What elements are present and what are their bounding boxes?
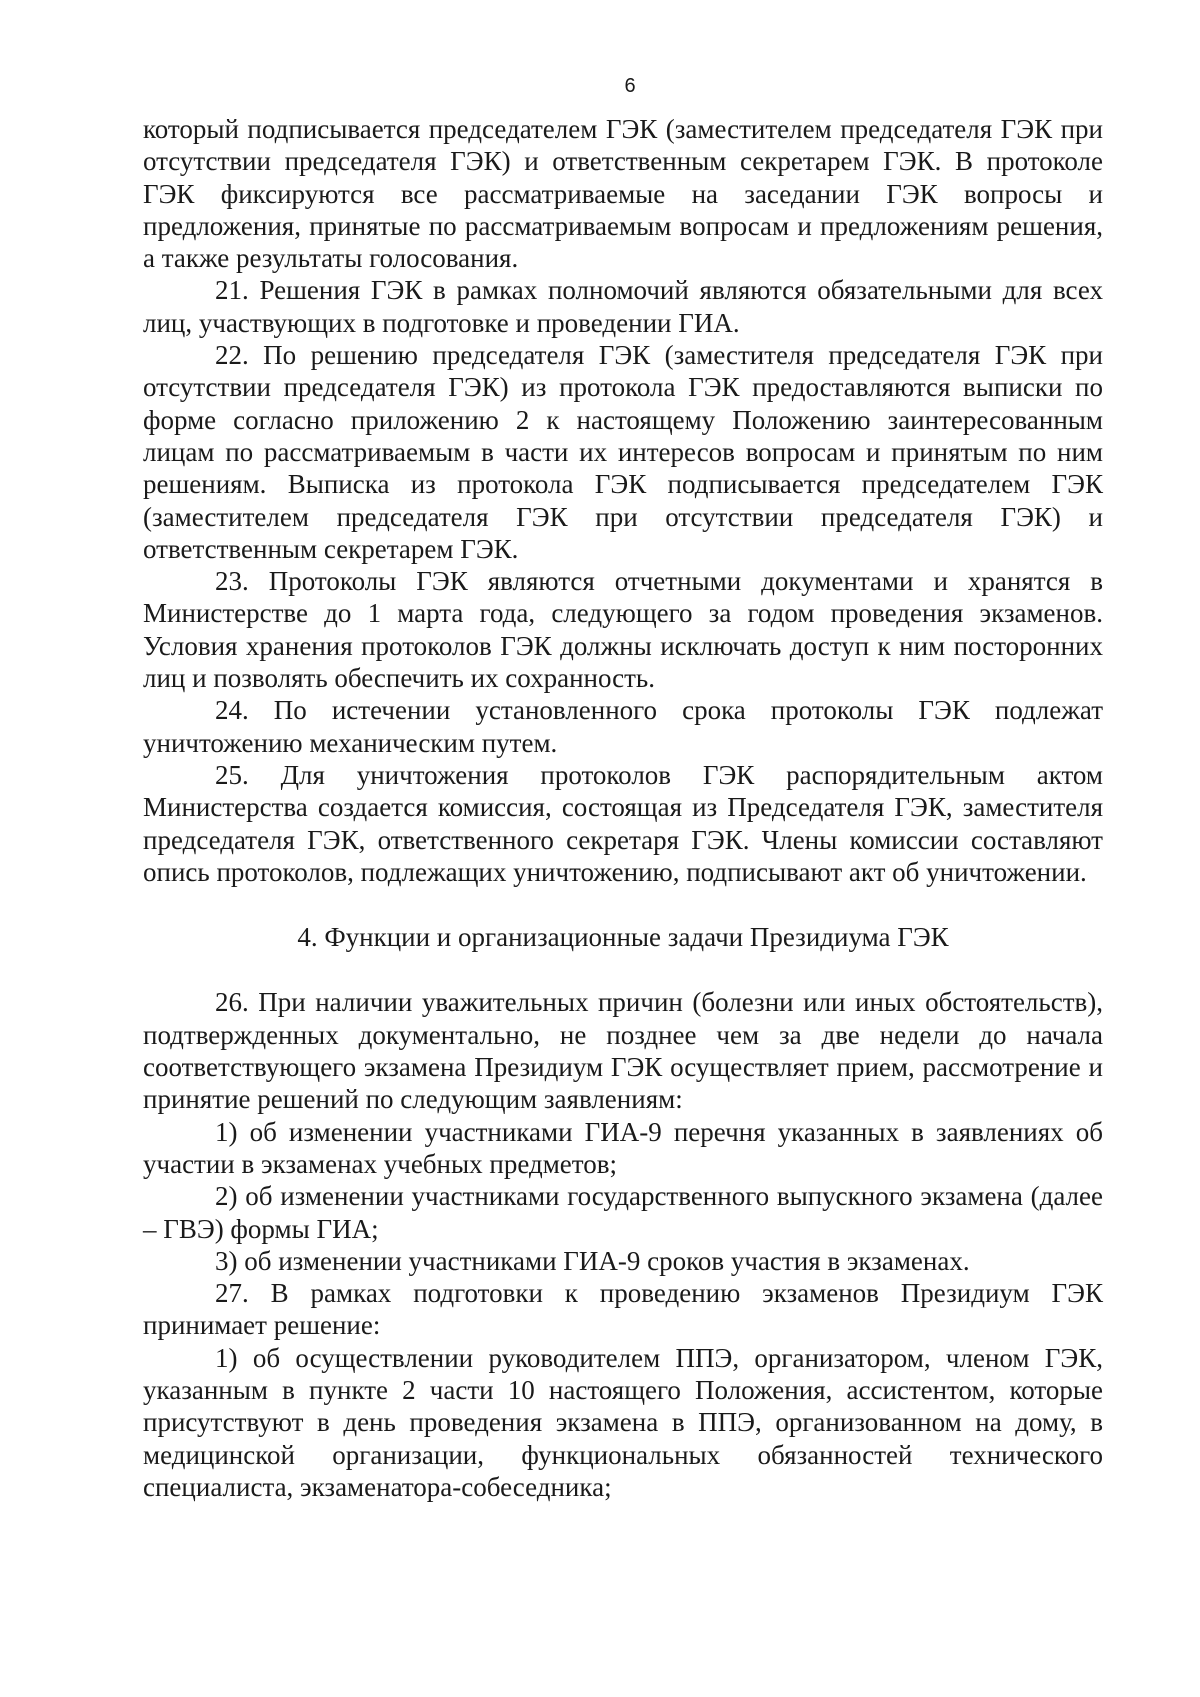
page-number: 6 bbox=[624, 75, 636, 97]
paragraph-22: 22. По решению председателя ГЭК (заместителя председателя ГЭК при отсутствии председателя ГЭК) из протокола ГЭК предоставляются выписки по форме согласно приложению 2 к настоящему Положению заинтересованным лицам по рассматриваемым в части их интересов вопросам и принятым по ним решениям. Выписка из протокола ГЭК подписывается председателем ГЭК (заместителем председателя ГЭК при отсутствии председателя ГЭК) и ответственным секретарем ГЭК. bbox=[143, 340, 1103, 564]
paragraph-24: 24. По истечении установленного срока протоколы ГЭК подлежат уничтожению механическим путем. bbox=[143, 695, 1103, 758]
section-heading: 4. Функции и организационные задачи Президиума ГЭК bbox=[297, 922, 949, 953]
paragraph-26: 26. При наличии уважительных причин (болезни или иных обстоятельств), подтвержденных документально, не позднее чем за две недели до начала соответствующего экзамена Президиум ГЭК осуществляет прием, рассмотрение и принятие решений по следующим заявлениям: bbox=[143, 987, 1103, 1115]
list-item-27-1: 1) об осуществлении руководителем ППЭ, организатором, членом ГЭК, указанным в пункте 2 части 10 настоящего Положения, ассистентом, которые присутствуют в день проведения экзамена в ППЭ, организованном на дому, в медицинской организации, функциональных обязанностей технического специалиста, экзаменатора-собеседника; bbox=[143, 1342, 1103, 1502]
list-item-26-2: 2) об изменении участниками государственного выпускного экзамена (далее – ГВЭ) формы ГИА; bbox=[143, 1181, 1103, 1244]
document-body bbox=[143, 113, 1103, 1503]
list-item-26-3: 3) об изменении участниками ГИА-9 сроков участия в экзаменах. bbox=[215, 1245, 970, 1276]
paragraph-23: 23. Протоколы ГЭК являются отчетными документами и хранятся в Министерстве до 1 марта года, следующего за годом проведения экзаменов. Условия хранения протоколов ГЭК должны исключать доступ к ним посторонних лиц и позволять обеспечить их сохранность. bbox=[143, 566, 1103, 694]
paragraph-25: 25. Для уничтожения протоколов ГЭК распорядительным актом Министерства создается комиссия, состоящая из Председателя ГЭК, заместителя председателя ГЭК, ответственного секретаря ГЭК. Члены комиссии составляют опись протоколов, подлежащих уничтожению, подписывают акт об уничтожении. bbox=[143, 759, 1103, 887]
list-item-26-1: 1) об изменении участниками ГИА-9 перечня указанных в заявлениях об участии в экзаменах учебных предметов; bbox=[143, 1116, 1103, 1179]
paragraph-continuation: который подписывается председателем ГЭК (заместителем председателя ГЭК при отсутствии председателя ГЭК) и ответственным секретарем ГЭК. В протоколе ГЭК фиксируются все рассматриваемые на заседании ГЭК вопросы и предложения, принятые по рассматриваемым вопросам и предложениям решения, а также результаты голосования. bbox=[143, 114, 1103, 274]
paragraph-21: 21. Решения ГЭК в рамках полномочий являются обязательными для всех лиц, участвующих в подготовке и проведении ГИА. bbox=[143, 275, 1103, 338]
paragraph-27: 27. В рамках подготовки к проведению экзаменов Президиум ГЭК принимает решение: bbox=[143, 1278, 1103, 1341]
